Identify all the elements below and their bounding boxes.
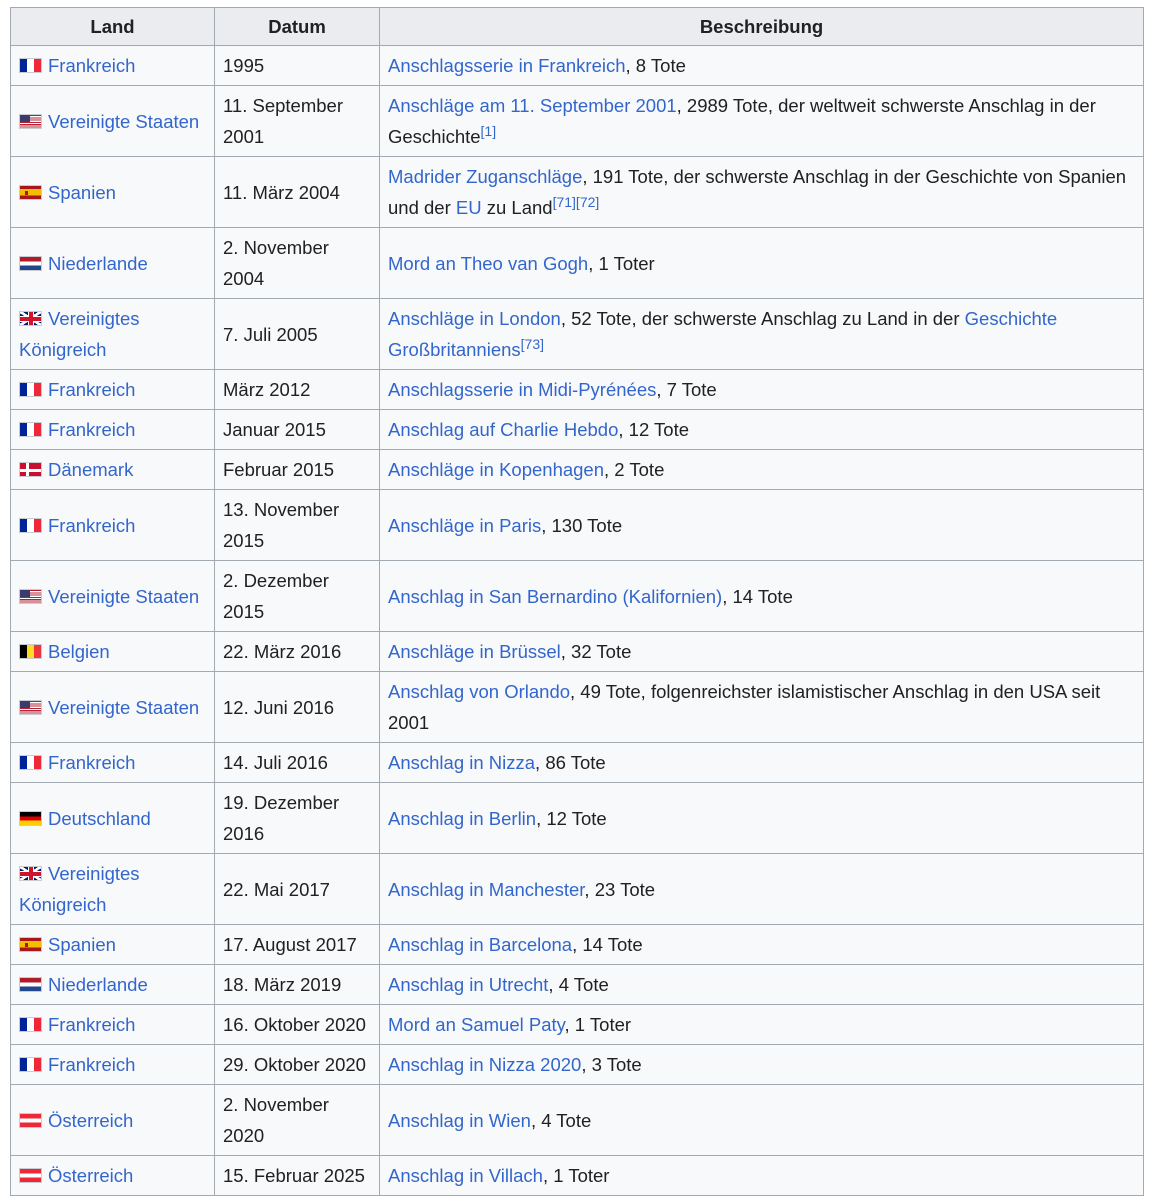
country-link[interactable]: Vereinigtes Königreich [19, 863, 140, 915]
cell-datum: 16. Oktober 2020 [215, 1005, 380, 1045]
description-text: , 3 Tote [581, 1054, 642, 1075]
cell-land [11, 783, 215, 854]
reference-link[interactable]: [1] [480, 123, 497, 139]
flag-netherlands-icon [19, 977, 42, 992]
description-text: , 1 Toter [564, 1014, 632, 1035]
cell-land [11, 854, 215, 925]
cell-beschreibung [380, 86, 1144, 157]
cell-datum: 29. Oktober 2020 [215, 1045, 380, 1085]
cell-beschreibung [380, 1085, 1144, 1156]
flag-france-icon [19, 422, 42, 437]
flag-spain-icon [19, 185, 42, 200]
cell-beschreibung [380, 783, 1144, 854]
description-text: , 130 Tote [541, 514, 623, 536]
reference-superscript [521, 336, 544, 352]
article-link[interactable]: Anschlag von Orlando [388, 681, 571, 702]
cell-land [11, 157, 215, 228]
cell-land [11, 632, 215, 672]
reference-superscript [553, 194, 600, 210]
cell-beschreibung [380, 370, 1144, 410]
reference-link[interactable]: [73] [520, 336, 545, 352]
cell-land [11, 1085, 215, 1156]
header-datum[interactable]: Datum [215, 8, 380, 46]
description-text: , 7 Tote [656, 379, 717, 400]
country-link[interactable]: Frankreich [48, 379, 136, 400]
header-beschreibung[interactable]: Beschreibung [380, 8, 1144, 46]
cell-datum: 17. August 2017 [215, 925, 380, 965]
article-link[interactable]: Geschichte Großbritanniens [388, 308, 1058, 360]
article-link[interactable]: Anschlag in Nizza [388, 752, 536, 773]
flag-uk-icon [19, 866, 42, 881]
table-body [11, 46, 1144, 1196]
flag-usa-icon [19, 114, 42, 129]
article-link[interactable]: Anschläge in London [388, 308, 561, 329]
cell-land [11, 450, 215, 490]
cell-beschreibung [380, 1005, 1144, 1045]
cell-beschreibung [380, 450, 1144, 490]
cell-datum: 22. Mai 2017 [215, 854, 380, 925]
cell-datum: 7. Juli 2005 [215, 299, 380, 370]
country-link[interactable]: Niederlande [48, 974, 148, 995]
table-row [11, 490, 1144, 561]
country-link[interactable]: Frankreich [48, 514, 136, 536]
table-row [11, 1005, 1144, 1045]
table-row [11, 672, 1144, 743]
description-text: , 32 Tote [560, 641, 632, 662]
cell-land [11, 490, 215, 561]
table-row [11, 299, 1144, 370]
article-link[interactable]: Madrider Zuganschläge [388, 166, 583, 187]
cell-land [11, 743, 215, 783]
article-link[interactable]: Anschlag in Barcelona [388, 934, 573, 955]
cell-land [11, 46, 215, 86]
table-row [11, 228, 1144, 299]
cell-datum: 19. Dezember 2016 [215, 783, 380, 854]
cell-land [11, 410, 215, 450]
country-link[interactable]: Niederlande [48, 252, 148, 274]
description-text: , 49 Tote, folgenreichster islamistischer Anschlag in den USA seit 2001 [388, 681, 1101, 733]
flag-france-icon [19, 755, 42, 770]
country-link[interactable]: Vereinigtes Königreich [19, 308, 140, 360]
attacks-table [10, 7, 1144, 1196]
cell-datum: 13. November 2015 [215, 490, 380, 561]
table-row [11, 925, 1144, 965]
cell-land [11, 925, 215, 965]
flag-usa-icon [19, 589, 42, 604]
description-text: , 12 Tote [618, 419, 690, 440]
reference-link[interactable]: [71][72] [552, 194, 600, 210]
cell-beschreibung [380, 743, 1144, 783]
cell-beschreibung [380, 410, 1144, 450]
country-link[interactable]: Frankreich [48, 1014, 136, 1035]
cell-datum: 18. März 2019 [215, 965, 380, 1005]
table-row [11, 410, 1144, 450]
flag-austria-icon [19, 1168, 42, 1183]
attacks-table-container [10, 7, 1144, 1196]
cell-beschreibung [380, 228, 1144, 299]
cell-datum: 2. November 2020 [215, 1085, 380, 1156]
cell-datum: 2. November 2004 [215, 228, 380, 299]
description-text: , 2989 Tote, der weltweit schwerste Anschlag in der Geschichte [388, 95, 1096, 147]
flag-france-icon [19, 1057, 42, 1072]
reference-superscript [481, 123, 497, 139]
article-link[interactable]: Anschlag in Villach [388, 1165, 543, 1186]
article-link[interactable]: Anschlagsserie in Midi-Pyrénées [388, 379, 657, 400]
table-row [11, 743, 1144, 783]
article-link[interactable]: Anschläge in Paris [388, 514, 542, 536]
cell-beschreibung [380, 854, 1144, 925]
cell-land [11, 370, 215, 410]
country-link[interactable]: Vereinigte Staaten [48, 696, 200, 718]
cell-beschreibung [380, 1045, 1144, 1085]
article-link[interactable]: Anschlagsserie in Frankreich [388, 55, 626, 76]
cell-land [11, 672, 215, 743]
description-text: , 14 Tote [572, 934, 643, 955]
cell-land [11, 228, 215, 299]
description-text: , 8 Tote [625, 55, 686, 76]
flag-netherlands-icon [19, 256, 42, 271]
cell-beschreibung [380, 46, 1144, 86]
description-text: , 86 Tote [535, 752, 606, 773]
flag-germany-icon [19, 811, 42, 826]
description-text: , 191 Tote, der schwerste Anschlag in der Geschichte von Spanien und der [388, 166, 1127, 218]
flag-france-icon [19, 1017, 42, 1032]
description-text: zu Land [481, 197, 553, 218]
cell-datum: Januar 2015 [215, 410, 380, 450]
cell-datum: 11. März 2004 [215, 157, 380, 228]
cell-beschreibung [380, 925, 1144, 965]
article-link[interactable]: Anschläge am 11. September 2001 [388, 95, 677, 116]
country-link[interactable]: Vereinigte Staaten [48, 110, 200, 132]
cell-beschreibung [380, 561, 1144, 632]
description-text: , 52 Tote, der schwerste Anschlag zu Land in der [560, 308, 965, 329]
description-text: , 4 Tote [548, 974, 609, 995]
table-row [11, 46, 1144, 86]
cell-land [11, 86, 215, 157]
table-row [11, 632, 1144, 672]
table-row [11, 1085, 1144, 1156]
cell-land [11, 1005, 215, 1045]
article-link[interactable]: Anschlag in Utrecht [388, 974, 549, 995]
flag-austria-icon [19, 1113, 42, 1128]
cell-beschreibung [380, 299, 1144, 370]
country-link[interactable]: Dänemark [48, 459, 134, 480]
table-row [11, 1045, 1144, 1085]
table-row [11, 157, 1144, 228]
header-row [11, 8, 1144, 46]
table-row [11, 1156, 1144, 1196]
cell-land [11, 1045, 215, 1085]
country-link[interactable]: Spanien [48, 181, 116, 203]
article-link[interactable]: Anschlag auf Charlie Hebdo [388, 419, 619, 440]
cell-land [11, 965, 215, 1005]
table-row [11, 450, 1144, 490]
flag-denmark-icon [19, 462, 42, 477]
flag-spain-icon [19, 937, 42, 952]
article-link[interactable]: Anschlag in Manchester [388, 878, 585, 900]
article-link[interactable]: Anschlag in Nizza 2020 [388, 1054, 582, 1075]
description-text: , 1 Toter [588, 252, 655, 274]
article-link[interactable]: Mord an Theo van Gogh [388, 252, 589, 274]
country-link[interactable]: Frankreich [48, 419, 136, 440]
table-row [11, 965, 1144, 1005]
article-link[interactable]: Anschlag in Berlin [388, 807, 537, 829]
cell-datum: 1995 [215, 46, 380, 86]
article-link[interactable]: Mord an Samuel Paty [388, 1014, 565, 1035]
cell-datum: 11. September 2001 [215, 86, 380, 157]
flag-belgium-icon [19, 644, 42, 659]
cell-land [11, 299, 215, 370]
cell-datum: 22. März 2016 [215, 632, 380, 672]
country-link[interactable]: Spanien [48, 934, 116, 955]
description-text: , 4 Tote [530, 1109, 592, 1131]
description-text: , 23 Tote [584, 878, 656, 900]
cell-datum: März 2012 [215, 370, 380, 410]
country-link[interactable]: Frankreich [48, 55, 136, 76]
description-text: , 2 Tote [604, 459, 665, 480]
cell-beschreibung [380, 157, 1144, 228]
description-text: , 12 Tote [536, 807, 607, 829]
cell-beschreibung [380, 672, 1144, 743]
description-text: , 14 Tote [722, 585, 793, 607]
cell-datum: 2. Dezember 2015 [215, 561, 380, 632]
table-row [11, 86, 1144, 157]
article-link[interactable]: Anschlag in Wien [388, 1109, 531, 1131]
table-row [11, 370, 1144, 410]
country-link[interactable]: Belgien [48, 641, 110, 662]
country-link[interactable]: Vereinigte Staaten [48, 585, 200, 607]
cell-beschreibung [380, 1156, 1144, 1196]
article-link[interactable]: Anschläge in Kopenhagen [388, 459, 605, 480]
country-link[interactable]: Frankreich [48, 752, 136, 773]
country-link[interactable]: Frankreich [48, 1054, 136, 1075]
country-link[interactable]: Österreich [48, 1165, 134, 1186]
table-row [11, 854, 1144, 925]
flag-uk-icon [19, 311, 42, 326]
article-link[interactable]: EU [455, 197, 482, 218]
cell-beschreibung [380, 632, 1144, 672]
article-link[interactable]: Anschläge in Brüssel [388, 641, 561, 662]
cell-land [11, 561, 215, 632]
cell-beschreibung [380, 965, 1144, 1005]
cell-datum: 14. Juli 2016 [215, 743, 380, 783]
description-text: , 1 Toter [542, 1165, 610, 1186]
article-link[interactable]: Anschlag in San Bernardino (Kalifornien) [388, 585, 723, 607]
header-land[interactable]: Land [11, 8, 215, 46]
flag-france-icon [19, 58, 42, 73]
cell-land [11, 1156, 215, 1196]
country-link[interactable]: Österreich [48, 1109, 134, 1131]
flag-usa-icon [19, 700, 42, 715]
cell-datum: 15. Februar 2025 [215, 1156, 380, 1196]
cell-beschreibung [380, 490, 1144, 561]
cell-datum: Februar 2015 [215, 450, 380, 490]
flag-france-icon [19, 382, 42, 397]
cell-datum: 12. Juni 2016 [215, 672, 380, 743]
table-row [11, 561, 1144, 632]
flag-france-icon [19, 518, 42, 533]
country-link[interactable]: Deutschland [48, 807, 151, 829]
table-row [11, 783, 1144, 854]
